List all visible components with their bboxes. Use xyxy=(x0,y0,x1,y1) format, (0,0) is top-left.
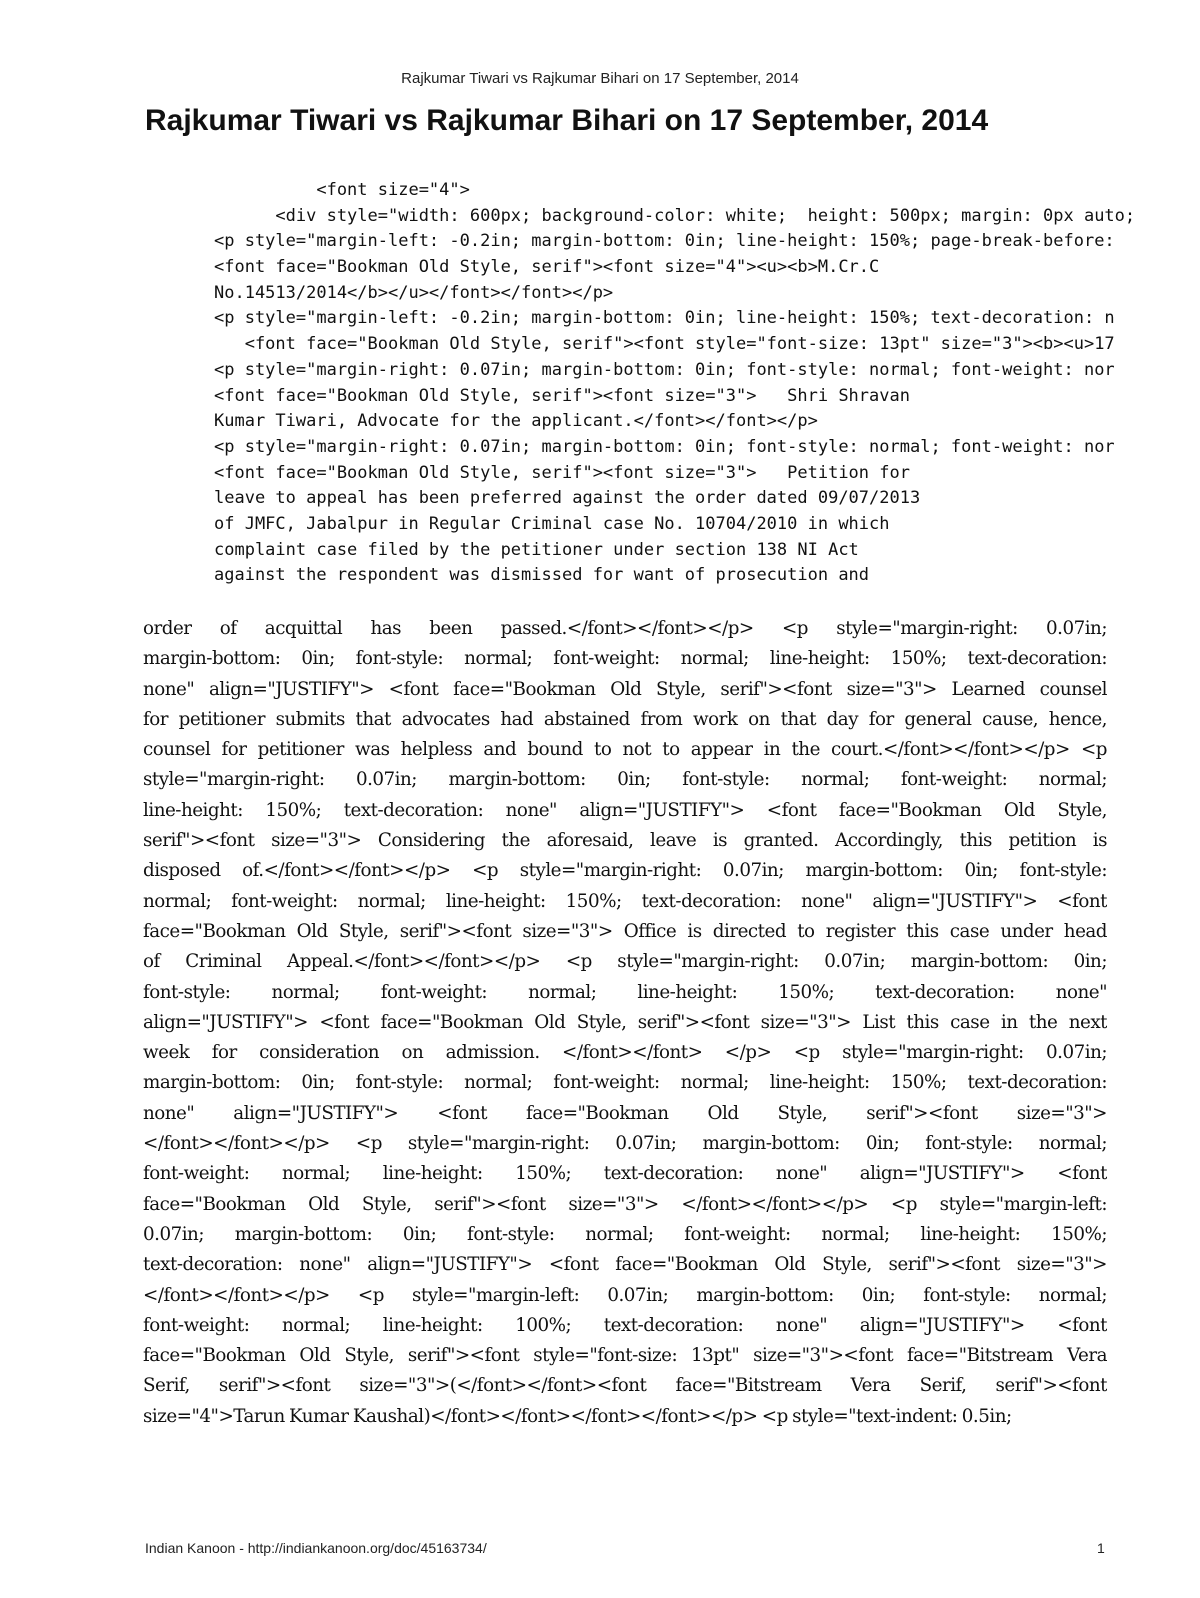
body-line: order of acquittal has been passed.</font></font></p> <p style="margin-right: 0.07in; xyxy=(143,618,1107,639)
preformatted-line: <font face="Bookman Old Style, serif"><font size="3"> Shri Shravan xyxy=(214,385,910,406)
body-text xyxy=(143,614,1107,1454)
body-line: margin-bottom: 0in; font-style: normal; font-weight: normal; line-height: 150%; text-decoration: xyxy=(143,648,1107,670)
body-line: counsel for petitioner was helpless and bound to not to appear in the court.</font></font></p> <p xyxy=(143,739,1107,761)
preformatted-line: <font face="Bookman Old Style, serif"><font size="3"> Petition for xyxy=(214,462,910,483)
body-line: of Criminal Appeal.</font></font></p> <p style="margin-right: 0.07in; margin-bottom: 0in; xyxy=(143,951,1107,973)
body-line: none" align="JUSTIFY"> <font face="Bookman Old Style, serif"><font size="3"> Learned counsel xyxy=(143,678,1107,700)
preformatted-line: <p style="margin-left: -0.2in; margin-bottom: 0in; line-height: 150%; page-break-before: xyxy=(214,231,1115,252)
body-line: face="Bookman Old Style, serif"><font size="3"> </font></font></p> <p style="margin-left: xyxy=(143,1193,1107,1215)
body-line: style="margin-right: 0.07in; margin-bottom: 0in; font-style: normal; font-weight: normal; xyxy=(143,769,1107,791)
body-line: text-decoration: none" align="JUSTIFY"> <font face="Bookman Old Style, serif"><font size="3"> xyxy=(143,1254,1107,1276)
body-line: face="Bookman Old Style, serif"><font style="font-size: 13pt" size="3"><font face="Bitstream Vera xyxy=(143,1345,1107,1367)
body-line: font-style: normal; font-weight: normal; line-height: 150%; text-decoration: none" xyxy=(143,981,1107,1003)
body-line: font-weight: normal; line-height: 150%; text-decoration: none" align="JUSTIFY"> <font xyxy=(143,1163,1107,1185)
body-line: line-height: 150%; text-decoration: none" align="JUSTIFY"> <font face="Bookman Old Style, xyxy=(143,799,1107,821)
preformatted-line: <font size="4"> xyxy=(214,180,470,200)
preformatted-line: No.14513/2014</b></u></font></font></p> xyxy=(214,282,614,303)
preformatted-line: leave to appeal has been preferred against the order dated 09/07/2013 xyxy=(214,488,921,509)
page-number: 1 xyxy=(1097,1540,1105,1556)
preformatted-line: <div style="width: 600px; background-color: white; height: 500px; margin: 0px auto; xyxy=(214,205,1136,226)
preformatted-line: <p style="margin-right: 0.07in; margin-bottom: 0in; font-style: normal; font-weight: nor xyxy=(214,436,1115,457)
body-line: for petitioner submits that advocates had abstained from work on that day for general cause, hence, xyxy=(143,708,1107,730)
body-line: </font></font></p> <p style="margin-left: 0.07in; margin-bottom: 0in; font-style: normal; xyxy=(143,1284,1107,1306)
document-title: Rajkumar Tiwari vs Rajkumar Bihari on 17 September, 2014 xyxy=(145,104,989,137)
preformatted-line: against the respondent was dismissed for want of prosecution and xyxy=(214,565,870,586)
preformatted-line: <p style="margin-left: -0.2in; margin-bottom: 0in; line-height: 150%; text-decoration: n xyxy=(214,308,1115,329)
running-header: Rajkumar Tiwari vs Rajkumar Bihari on 17 September, 2014 xyxy=(401,70,799,87)
body-line: </font></font></p> <p style="margin-right: 0.07in; margin-bottom: 0in; font-style: normal; xyxy=(143,1133,1107,1155)
body-line: Serif, serif"><font size="3">(</font></font><font face="Bitstream Vera Serif, serif"><font xyxy=(143,1375,1107,1397)
preformatted-line: complaint case filed by the petitioner under section 138 NI Act xyxy=(214,539,859,560)
body-line: align="JUSTIFY"> <font face="Bookman Old Style, serif"><font size="3"> List this case in the next xyxy=(143,1011,1107,1033)
body-line: serif"><font size="3"> Considering the aforesaid, leave is granted. Accordingly, this petition is xyxy=(143,830,1107,852)
preformatted-line: <p style="margin-right: 0.07in; margin-bottom: 0in; font-style: normal; font-weight: nor xyxy=(214,359,1115,380)
body-line: week for consideration on admission. </font></font> </p> <p style="margin-right: 0.07in; xyxy=(143,1042,1107,1064)
body-line: margin-bottom: 0in; font-style: normal; font-weight: normal; line-height: 150%; text-decoration: xyxy=(143,1072,1107,1094)
body-line: 0.07in; margin-bottom: 0in; font-style: normal; font-weight: normal; line-height: 150%; xyxy=(143,1223,1107,1245)
footer-source: Indian Kanoon - http://indiankanoon.org/doc/45163734/ xyxy=(145,1540,487,1556)
body-line: none" align="JUSTIFY"> <font face="Bookman Old Style, serif"><font size="3"> xyxy=(143,1102,1107,1124)
body-line: size="4">Tarun Kumar Kaushal)</font></font></font></font></p> <p style="text-indent: 0.5in; xyxy=(143,1405,1012,1427)
preformatted-line: <font face="Bookman Old Style, serif"><font style="font-size: 13pt" size="3"><b><u>17 xyxy=(214,334,1115,355)
preformatted-line: <font face="Bookman Old Style, serif"><font size="4"><u><b>M.Cr.C xyxy=(214,257,880,278)
body-line: face="Bookman Old Style, serif"><font size="3"> Office is directed to register this case under head xyxy=(143,920,1107,942)
preformatted-line: Kumar Tiwari, Advocate for the applicant.</font></font></p> xyxy=(214,411,818,432)
body-line: font-weight: normal; line-height: 100%; text-decoration: none" align="JUSTIFY"> <font xyxy=(143,1314,1107,1336)
body-line: disposed of.</font></font></p> <p style="margin-right: 0.07in; margin-bottom: 0in; font-style: xyxy=(143,860,1107,882)
body-line: normal; font-weight: normal; line-height: 150%; text-decoration: none" align="JUSTIFY"> <font xyxy=(143,890,1107,912)
preformatted-line: of JMFC, Jabalpur in Regular Criminal case No. 10704/2010 in which xyxy=(214,513,890,534)
preformatted-block xyxy=(214,178,1200,588)
